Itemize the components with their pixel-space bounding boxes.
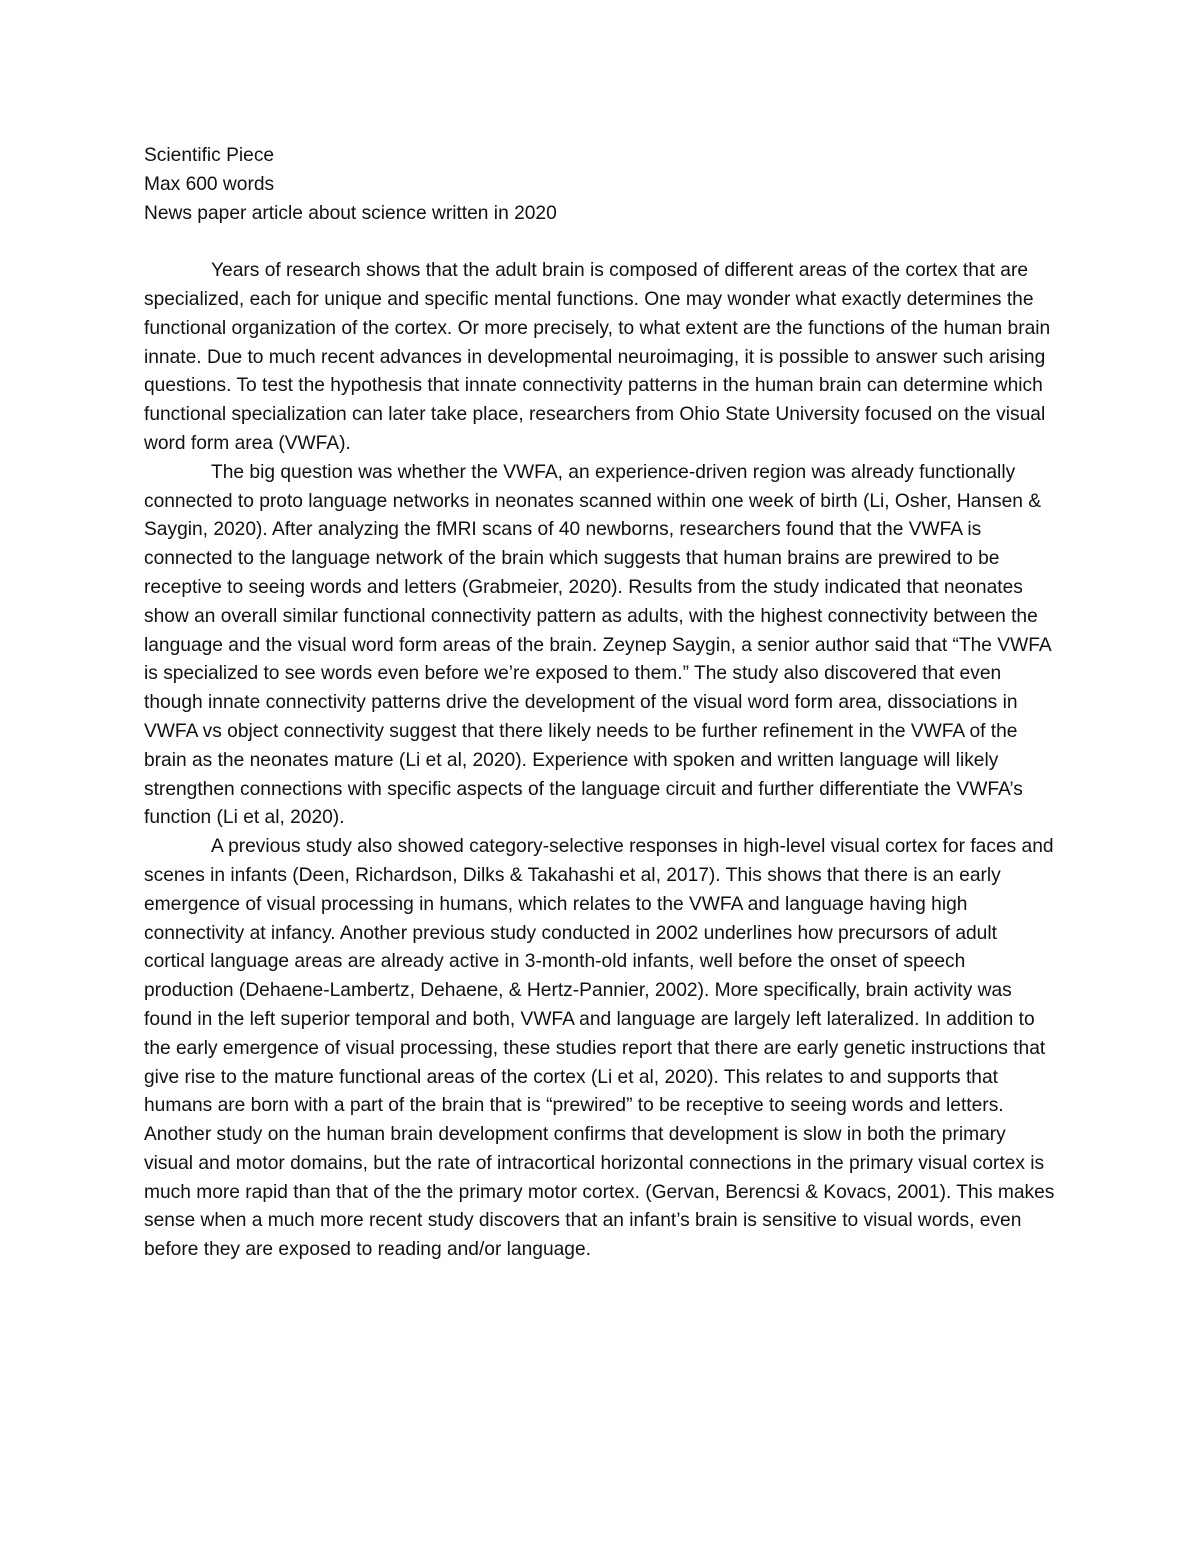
- document-content: [144, 142, 1060, 1265]
- word-limit: Max 600 words: [144, 173, 275, 195]
- document-description: News paper article about science written in 2020: [144, 202, 557, 224]
- body-paragraph-3: A previous study also showed category-selective responses in high-level visual cortex for faces and scenes in infants (Deen, Richardson, Dilks & Takahashi et al, 2017). This shows that there is an early emergence of visual processing in humans, which relates to the VWFA and language having high connectivity at infancy. Another previous study conducted in 2002 underlines how precursors of adult cortical language areas are already active in 3-month-old infants, well before the onset of speech production (Dehaene-Lambertz, Dehaene, & Hertz-Pannier, 2002). More specifically, brain activity was found in the left superior temporal and both, VWFA and language are largely left lateralized. In addition to the early emergence of visual processing, these studies report that there are early genetic instructions that give rise to the mature functional areas of the cortex (Li et al, 2020). This relates to and supports that humans are born with a part of the brain that is “prewired” to be receptive to seeing words and letters. Another study on the human brain development confirms that development is slow in both the primary visual and motor domains, but the rate of intracortical horizontal connections in the primary visual cortex is much more rapid than that of the the primary motor cortex. (Gervan, Berencsi & Kovacs, 2001). This makes sense when a much more recent study discovers that an infant’s brain is sensitive to visual words, even before they are exposed to reading and/or language.: [144, 836, 1055, 1261]
- body-paragraph-2: The big question was whether the VWFA, an experience-driven region was already functionally connected to proto language networks in neonates scanned within one week of birth (Li, Osher, Hansen & Saygin, 2020). After analyzing the fMRI scans of 40 newborns, researchers found that the VWFA is connected to the language network of the brain which suggests that human brains are prewired to be receptive to seeing words and letters (Grabmeier, 2020). Results from the study indicated that neonates show an overall similar functional connectivity pattern as adults, with the highest connectivity between the language and the visual word form areas of the brain. Zeynep Saygin, a senior author said that “The VWFA is specialized to see words even before we’re exposed to them.” The study also discovered that even though innate connectivity patterns drive the development of the visual word form area, dissociations in VWFA vs object connectivity suggest that there likely needs to be further refinement in the VWFA of the brain as the neonates mature (Li et al, 2020). Experience with spoken and written language will likely strengthen connections with specific aspects of the language circuit and further differentiate the VWFA’s function (Li et al, 2020).: [144, 461, 1051, 829]
- blank-line: [144, 228, 1060, 257]
- body-paragraph-1: Years of research shows that the adult brain is composed of different areas of the cortex that are specialized, each for unique and specific mental functions. One may wonder what exactly determines the functional organization of the cortex. Or more precisely, to what extent are the functions of the human brain innate. Due to much recent advances in developmental neuroimaging, it is possible to answer such arising questions. To test the hypothesis that innate connectivity patterns in the human brain can determine which functional specialization can later take place, researchers from Ohio State University focused on the visual word form area (VWFA).: [144, 260, 1051, 454]
- document-title: Scientific Piece: [144, 145, 275, 166]
